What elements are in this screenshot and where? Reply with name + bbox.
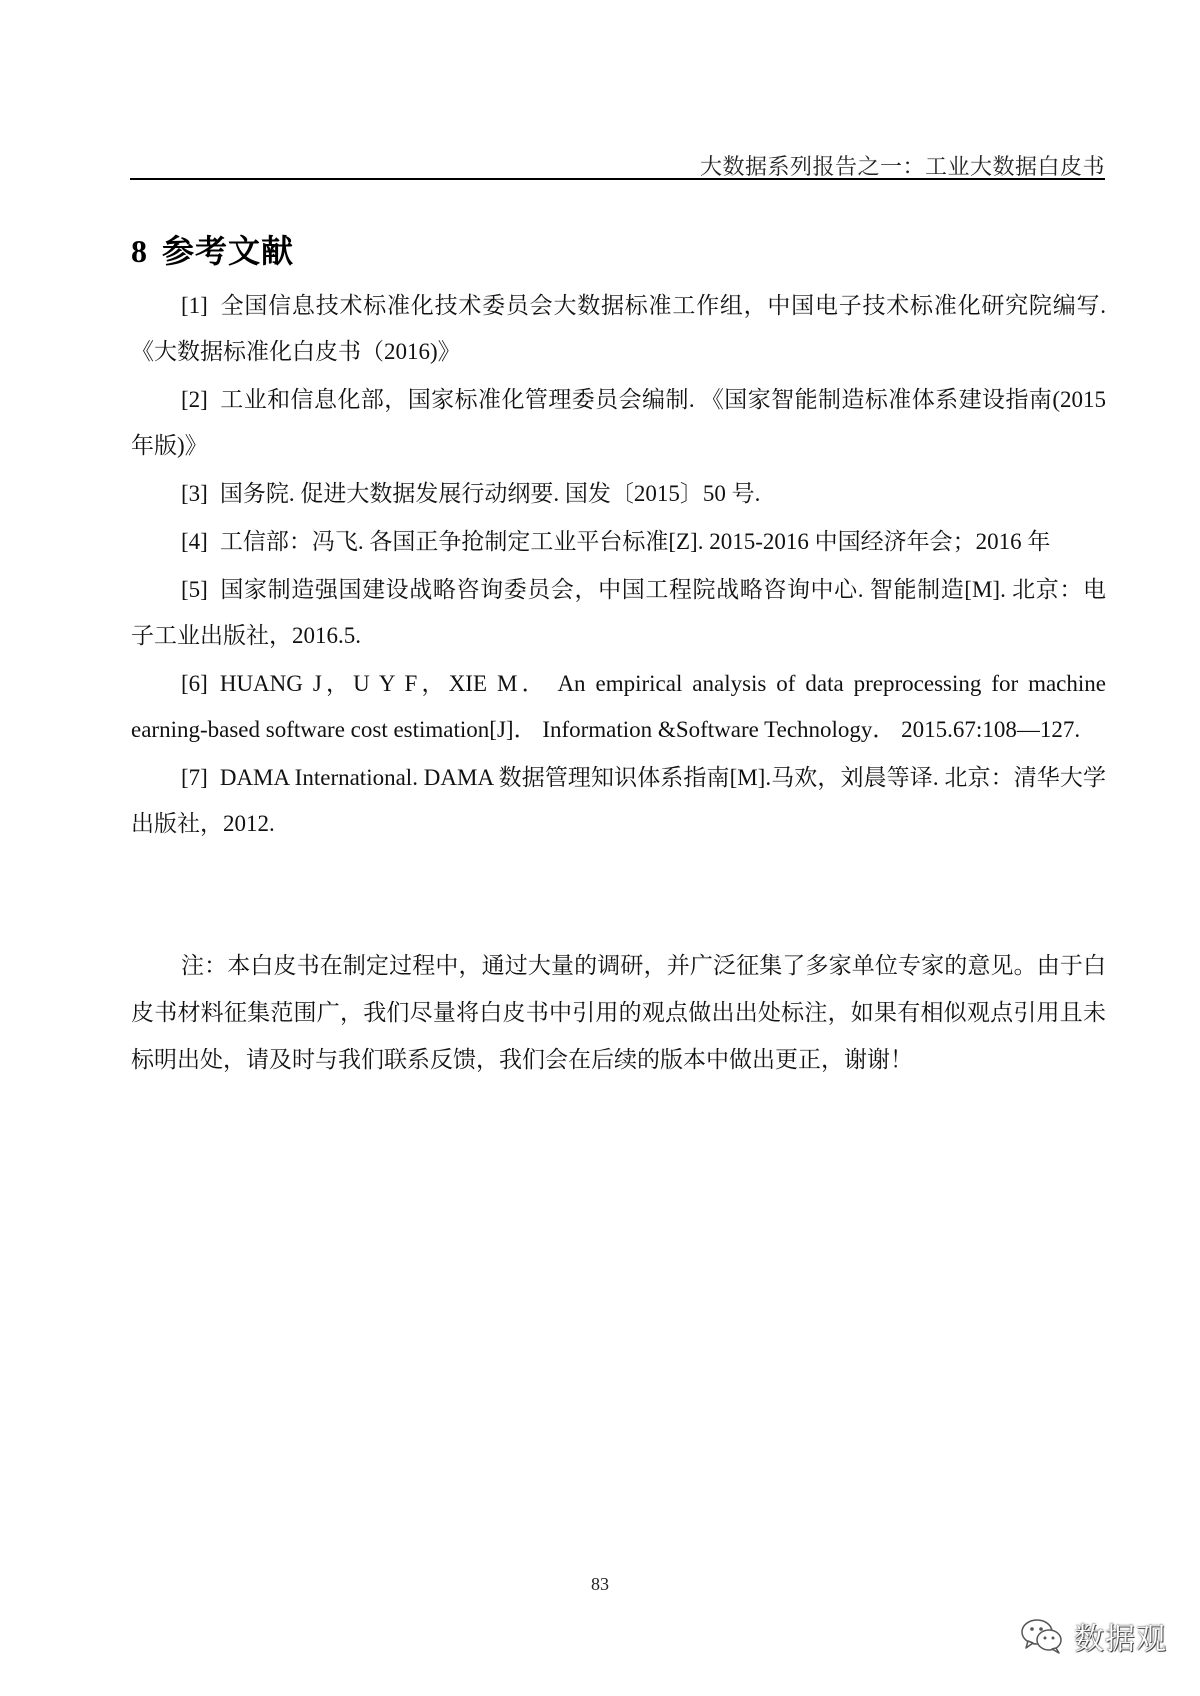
- header-rule: [130, 178, 1105, 180]
- reference-item: [131, 755, 1106, 847]
- reference-number: [4]: [181, 529, 208, 554]
- watermark-text: 数据观: [1074, 1622, 1167, 1657]
- reference-text: 国务院. 促进大数据发展行动纲要. 国发〔2015〕50 号.: [219, 481, 761, 506]
- section-title-text: 参考文献: [162, 233, 295, 269]
- reference-number: [2]: [181, 387, 208, 412]
- reference-text: 国家制造强国建设战略咨询委员会，中国工程院战略咨询中心. 智能制造[M]. 北京：电子工业出版社，2016.5.: [131, 577, 1106, 648]
- reference-number: [7]: [181, 765, 208, 790]
- reference-text: 工信部：冯飞. 各国正争抢制定工业平台标准[Z]. 2015-2016 中国经济年会；2016 年: [219, 529, 1051, 554]
- page-number: 83: [591, 1574, 609, 1594]
- reference-number: [1]: [181, 293, 208, 318]
- reference-item: [131, 471, 1106, 517]
- reference-text: 工业和信息化部，国家标准化管理委员会编制. 《国家智能制造标准体系建设指南(2015 年版)》: [131, 387, 1106, 458]
- running-header: 大数据系列报告之一：工业大数据白皮书: [699, 154, 1105, 179]
- reference-number: [3]: [181, 481, 208, 506]
- reference-number: [6]: [181, 671, 208, 696]
- wechat-icon: [1020, 1617, 1064, 1655]
- reference-text: HUANG J，U Y F，XIE M． An empirical analysis of data preprocessing for machine earning-based software cost estimation[J]． Information &Software Technology． 2015.67:108—127.: [131, 671, 1106, 742]
- reference-item: [131, 661, 1106, 753]
- reference-item: [131, 377, 1106, 469]
- reference-text: DAMA International. DAMA 数据管理知识体系指南[M].马欢，刘晨等译. 北京：清华大学出版社，2012.: [131, 765, 1106, 836]
- reference-text: 全国信息技术标准化技术委员会大数据标准工作组，中国电子技术标准化研究院编写. 《大数据标准化白皮书（2016)》: [131, 293, 1106, 364]
- reference-item: [131, 283, 1106, 375]
- reference-item: [131, 519, 1106, 565]
- reference-list: [131, 283, 1106, 849]
- reference-number: [5]: [181, 577, 208, 602]
- note-paragraph: 注：本白皮书在制定过程中，通过大量的调研，并广泛征集了多家单位专家的意见。由于白皮书材料征集范围广，我们尽量将白皮书中引用的观点做出出处标注，如果有相似观点引用且未标明出处，请及时与我们联系反馈，我们会在后续的版本中做出更正，谢谢！: [131, 953, 1106, 1072]
- watermark: [1020, 1614, 1167, 1658]
- section-title: [131, 226, 294, 272]
- reference-item: [131, 567, 1106, 659]
- section-number: 8: [131, 233, 148, 269]
